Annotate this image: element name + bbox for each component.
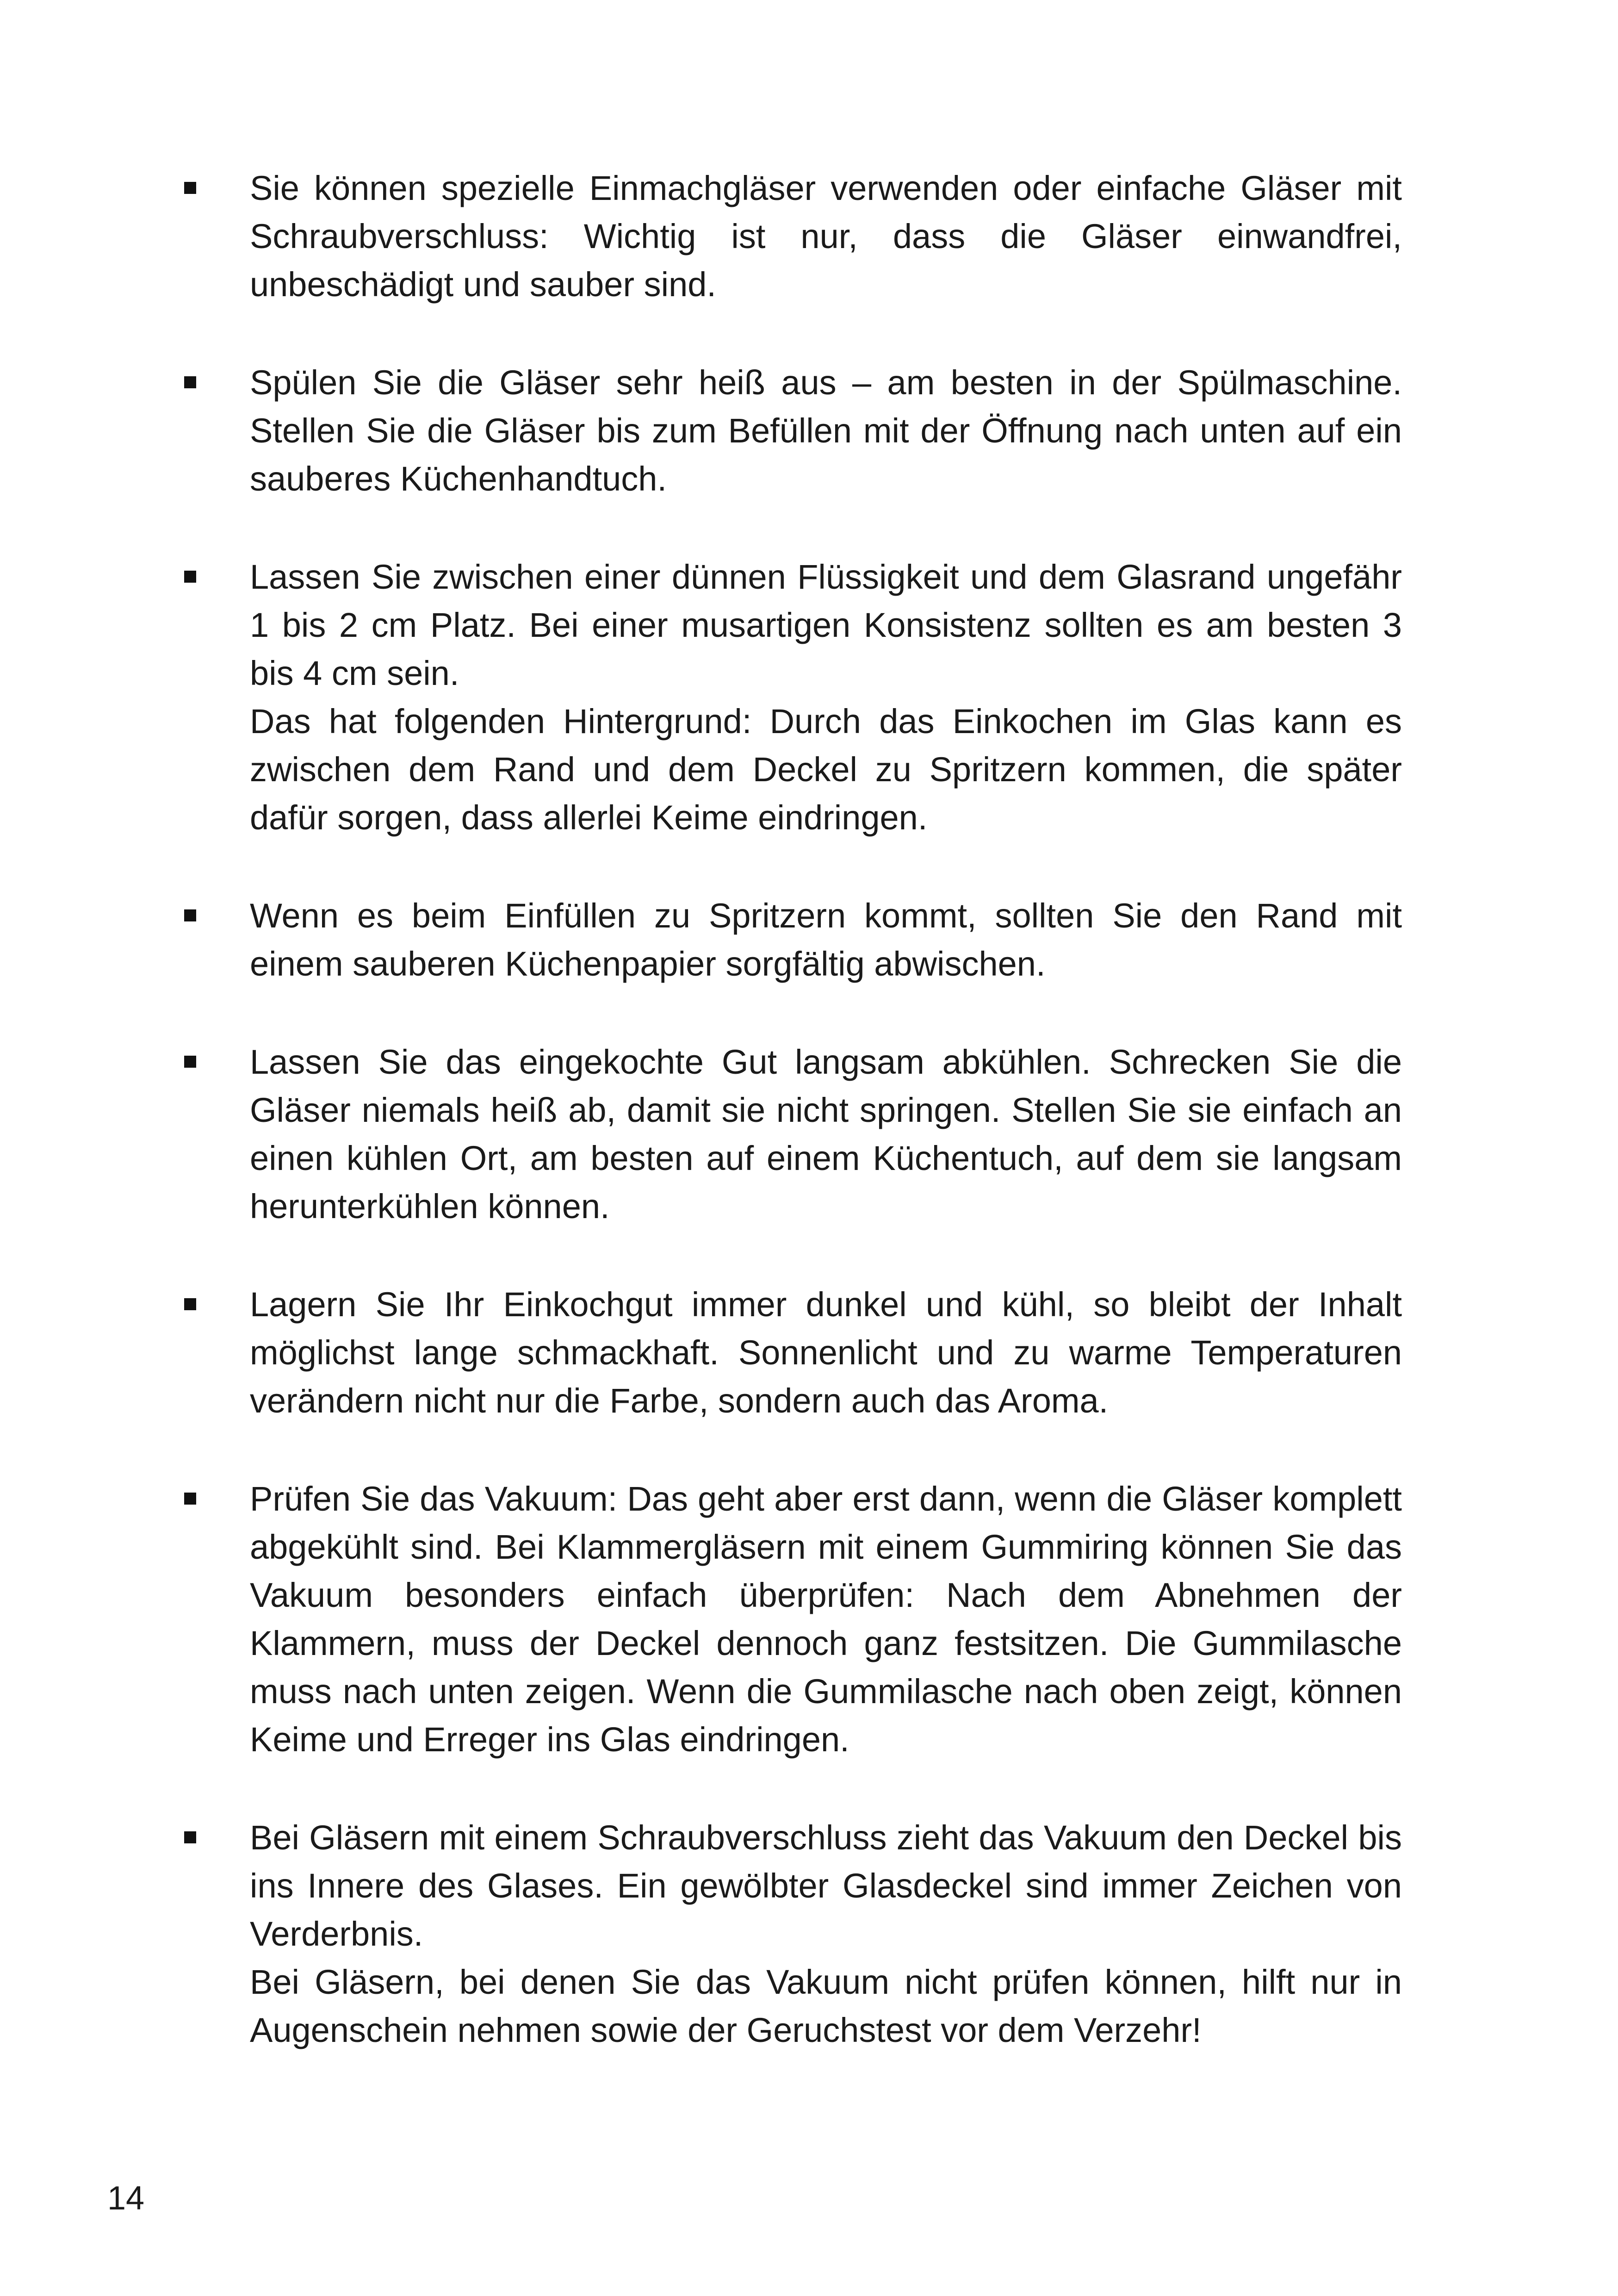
list-item	[180, 892, 1402, 988]
square-bullet-icon	[184, 571, 196, 583]
square-bullet-icon	[184, 909, 196, 921]
page-number: 14	[107, 2180, 145, 2217]
square-bullet-icon	[184, 182, 196, 194]
list-item	[180, 359, 1402, 503]
list-item-text: Wenn es beim Einfüllen zu Spritzern kommt, sollten Sie den Rand mit einem sauberen Küchenpapier sorgfältig abwischen.	[250, 896, 1402, 983]
square-bullet-icon	[184, 1298, 196, 1310]
list-item	[180, 1038, 1402, 1231]
list-item-text: Bei Gläsern mit einem Schraubverschluss zieht das Vakuum den Deckel bis ins Innere des Glases. Ein gewölbter Glasdeckel sind immer Zeichen von Verderbnis.	[250, 1818, 1402, 1953]
list-item-text: Lassen Sie zwischen einer dünnen Flüssigkeit und dem Glasrand ungefähr 1 bis 2 cm Platz. Bei einer musartigen Konsistenz sollten es am besten 3 bis 4 cm sein.	[250, 558, 1402, 692]
list-item-text: Das hat folgenden Hintergrund: Durch das Einkochen im Glas kann es zwischen dem Rand und dem Deckel zu Spritzern kommen, die später dafür sorgen, dass allerlei Keime eindringen.	[250, 702, 1402, 837]
list-item-text: Lassen Sie das eingekochte Gut langsam abkühlen. Schrecken Sie die Gläser niemals heiß ab, damit sie nicht springen. Stellen Sie sie einfach an einen kühlen Ort, am besten auf einem Küchentuch, auf dem sie langsam herunterkühlen können.	[250, 1043, 1402, 1226]
square-bullet-icon	[184, 1056, 196, 1068]
square-bullet-icon	[184, 376, 196, 388]
list-item-text: Sie können spezielle Einmachgläser verwenden oder einfache Gläser mit Schraubverschluss: Wichtig ist nur, dass die Gläser einwandfrei, unbeschädigt und sauber sind.	[250, 169, 1402, 304]
list-item	[180, 553, 1402, 842]
list-item	[180, 1814, 1402, 2054]
square-bullet-icon	[184, 1493, 196, 1505]
list-item-text: Bei Gläsern, bei denen Sie das Vakuum nicht prüfen können, hilft nur in Augenschein nehmen sowie der Geruchstest vor dem Verzehr!	[250, 1963, 1402, 2049]
bullet-list	[180, 164, 1402, 2104]
list-item-text: Prüfen Sie das Vakuum: Das geht aber erst dann, wenn die Gläser komplett abgekühlt sind. Bei Klammergläsern mit einem Gummiring können Sie das Vakuum besonders einfach überprüfen: Nach dem Abnehmen der Klammern, muss der Deckel dennoch ganz festsitzen. Die Gummilasche muss nach unten zeigen. Wenn die Gummilasche nach oben zeigt, können Keime und Erreger ins Glas eindringen.	[250, 1480, 1402, 1759]
list-item	[180, 164, 1402, 309]
list-item	[180, 1281, 1402, 1425]
list-item	[180, 1475, 1402, 1764]
square-bullet-icon	[184, 1831, 196, 1843]
list-item-text: Lagern Sie Ihr Einkochgut immer dunkel und kühl, so bleibt der Inhalt möglichst lange schmackhaft. Sonnenlicht und zu warme Temperaturen verändern nicht nur die Farbe, sondern auch das Aroma.	[250, 1285, 1402, 1420]
list-item-text: Spülen Sie die Gläser sehr heiß aus – am besten in der Spülmaschine. Stellen Sie die Gläser bis zum Befüllen mit der Öffnung nach unten auf ein sauberes Küchenhandtuch.	[250, 363, 1402, 498]
